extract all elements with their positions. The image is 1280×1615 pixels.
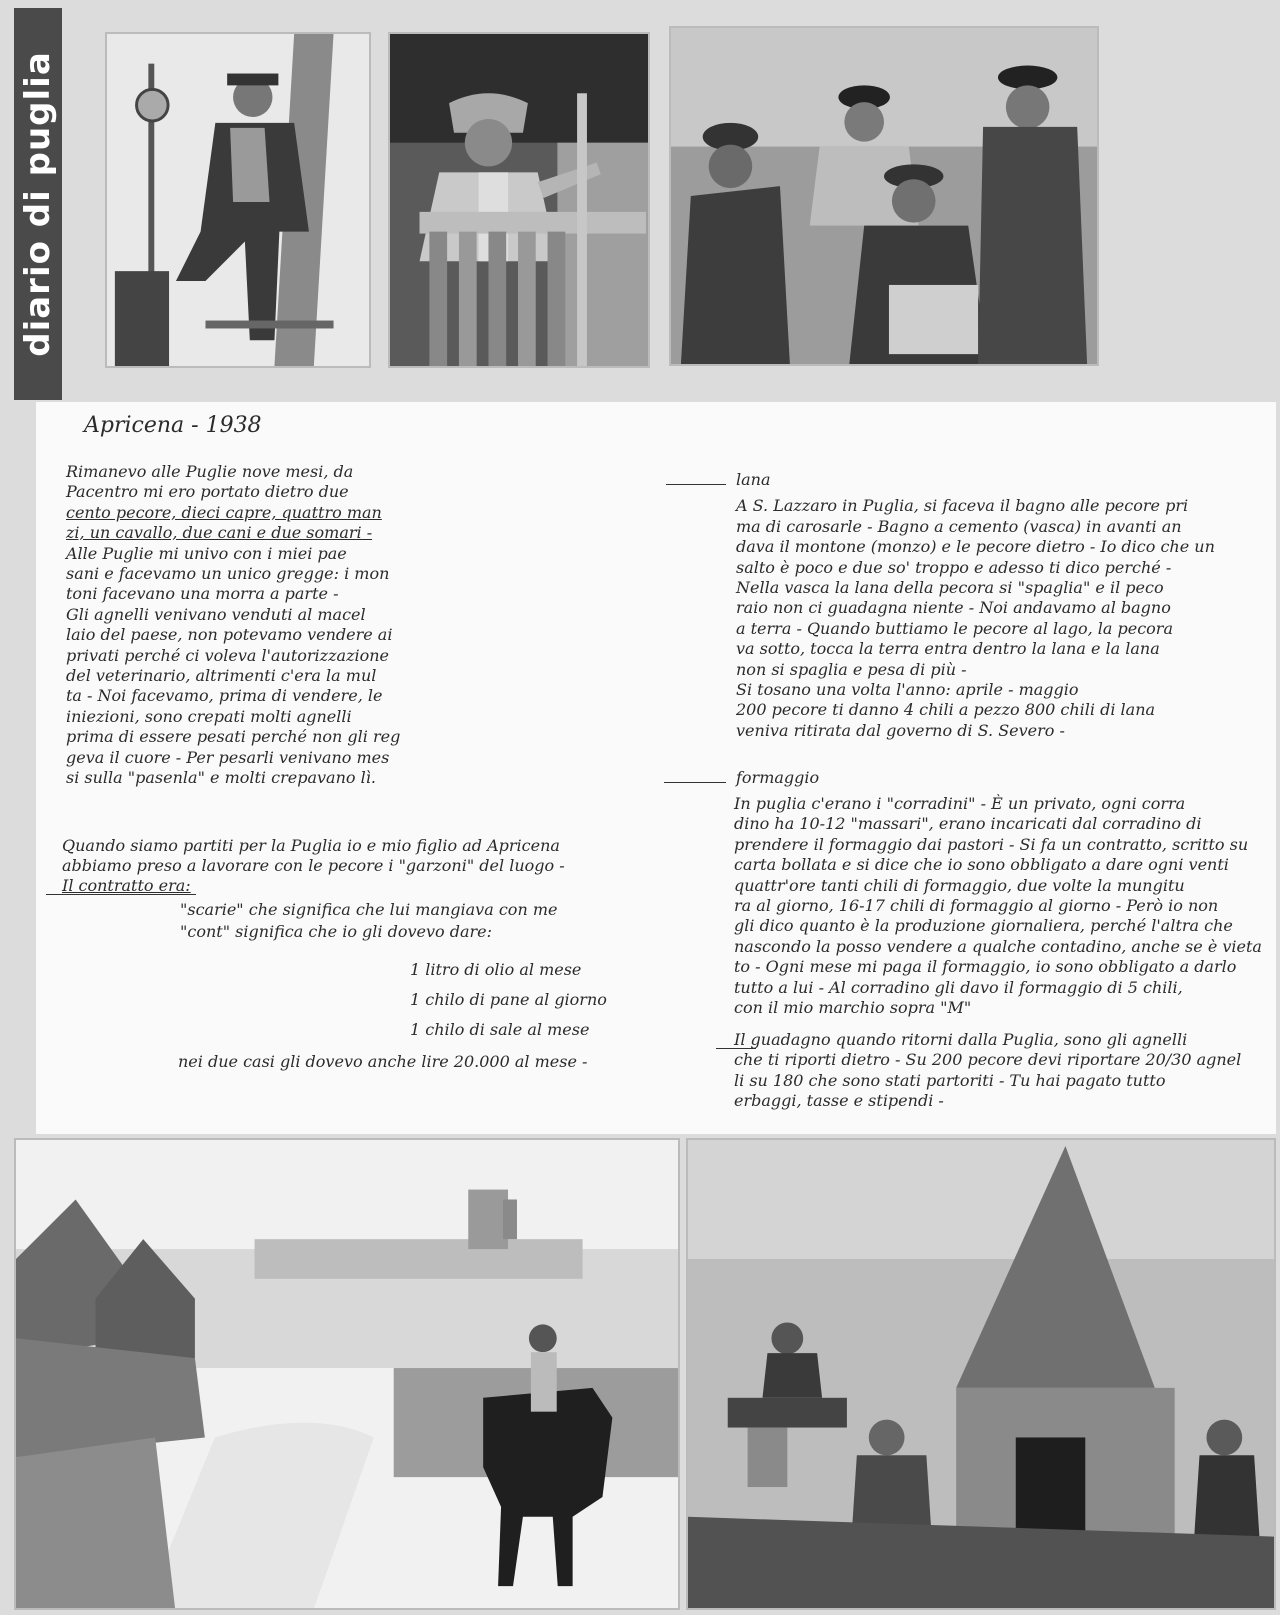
text-line: erbaggi, tasse e stipendi - [734,1091,944,1110]
text-line: si sulla "pasenla" e molti crepavano lì. [66,768,376,787]
list-item: 1 litro di olio al mese [410,960,582,979]
text-line: Nella vasca la lana della pecora si "spaglia" e il peco [736,578,1164,597]
text-line: Rimanevo alle Puglie nove mesi, da [66,462,354,481]
text-line: sani e facevamo un unico gregge: i mon [66,564,390,583]
text-line: non si spaglia e pesa di più - [736,660,967,679]
text-line: tutto a lui - Al corradino gli davo il formaggio di 5 chili, [734,978,1183,997]
section-title-formaggio: formaggio [736,768,820,787]
text-line: nei due casi gli dovevo anche lire 20.000 al mese - [178,1052,588,1071]
text-line: to - Ogni mese mi paga il formaggio, io sono obbligato a darlo [734,957,1237,976]
text-line: Gli agnelli venivano venduti al macel [66,605,366,624]
text-line: li su 180 che sono stati partoriti - Tu hai pagato tutto [734,1071,1166,1090]
text-line: prima di essere pesati perché non gli reg [66,727,401,746]
text-line: Alle Puglie mi univo con i miei pae [66,544,347,563]
text-line: dava il montone (monzo) e le pecore dietro - Io dico che un [736,537,1215,556]
section-rule [666,484,726,485]
text-line: "scarie" che significa che lui mangiava con me [180,900,558,919]
text-line: iniezioni, sono crepati molti agnelli [66,707,352,726]
text-line: 200 pecore ti danno 4 chili a pezzo 800 chili di lana [736,700,1156,719]
group-of-shepherds-photo [669,26,1099,366]
text-line: geva il cuore - Per pesarli venivano mes [66,748,390,767]
section-rule [664,782,726,783]
text-line: ra al giorno, 16-17 chili di formaggio al giorno - Però io non [734,896,1219,915]
text-line: quattr'ore tanti chili di formaggio, due volte la mungitu [734,876,1185,895]
trullo-workers-photo [686,1138,1276,1610]
page-heading: Apricena - 1938 [84,413,262,438]
text-line: abbiamo preso a lavorare con le pecore i "garzoni" del luogo - [62,856,565,875]
text-line: dino ha 10-12 "massari", erano incaricati dal corradino di [734,814,1202,833]
text-line: a terra - Quando buttiamo le pecore al lago, la pecora [736,619,1173,638]
text-line: zi, un cavallo, due cani e due somari - [66,523,373,542]
text-line: Pacentro mi ero portato dietro due [66,482,349,501]
text-line: Quando siamo partiti per la Puglia io e mio figlio ad Apricena [62,836,560,855]
text-line: "cont" significa che io gli dovevo dare: [180,922,493,941]
text-line: Il guadagno quando ritorni dalla Puglia, sono gli agnelli [734,1030,1188,1049]
text-line: toni facevano una morra a parte - [66,584,339,603]
text-line: A S. Lazzaro in Puglia, si faceva il bagno alle pecore pri [736,496,1189,515]
text-line: privati perché ci voleva l'autorizzazione [66,646,390,665]
text-line: prendere il formaggio dai pastori - Si fa un contratto, scritto su [734,835,1249,854]
text-line: raio non ci guadagna niente - Noi andavamo al bagno [736,598,1171,617]
text-line: laio del paese, non potevamo vendere ai [66,625,393,644]
text-line: Il contratto era: [62,876,191,895]
section-title-lana: lana [736,470,771,489]
text-line: In puglia c'erano i "corradini" - È un privato, ogni corra [734,794,1186,813]
list-item: 1 chilo di pane al giorno [410,990,607,1009]
text-line: cento pecore, dieci capre, quattro man [66,503,382,522]
text-line: gli dico quanto è la produzione giornaliera, perché l'altra che [734,916,1233,935]
text-line: salto è poco e due so' troppo e adesso ti dico perché - [736,558,1172,577]
text-line: del veterinario, altrimenti c'era la mul [66,666,377,685]
text-line: Si tosano una volta l'anno: aprile - maggio [736,680,1079,699]
text-line: carta bollata e si dice che io sono obbligato a dare ogni venti [734,855,1229,874]
sidebar-title: diario di puglia [18,51,59,357]
village-horse-rider-photo [14,1138,680,1610]
text-line: va sotto, tocca la terra entra dentro la lana e la lana [736,639,1160,658]
text-line: veniva ritirata dal governo di S. Severo - [736,721,1065,740]
text-line: ta - Noi facevamo, prima di vendere, le [66,686,383,705]
text-line: con il mio marchio sopra "M" [734,998,972,1017]
old-man-standing-photo [105,32,371,368]
text-line: ma di carosarle - Bagno a cemento (vasca) in avanti an [736,517,1182,536]
list-item: 1 chilo di sale al mese [410,1020,590,1039]
underline-rule [46,894,196,895]
man-at-gate-photo [388,32,650,368]
text-line: nascondo la posso vendere a qualche contadino, anche se è vieta [734,937,1262,956]
text-line: che ti riporti dietro - Su 200 pecore devi riportare 20/30 agnel [734,1050,1242,1069]
